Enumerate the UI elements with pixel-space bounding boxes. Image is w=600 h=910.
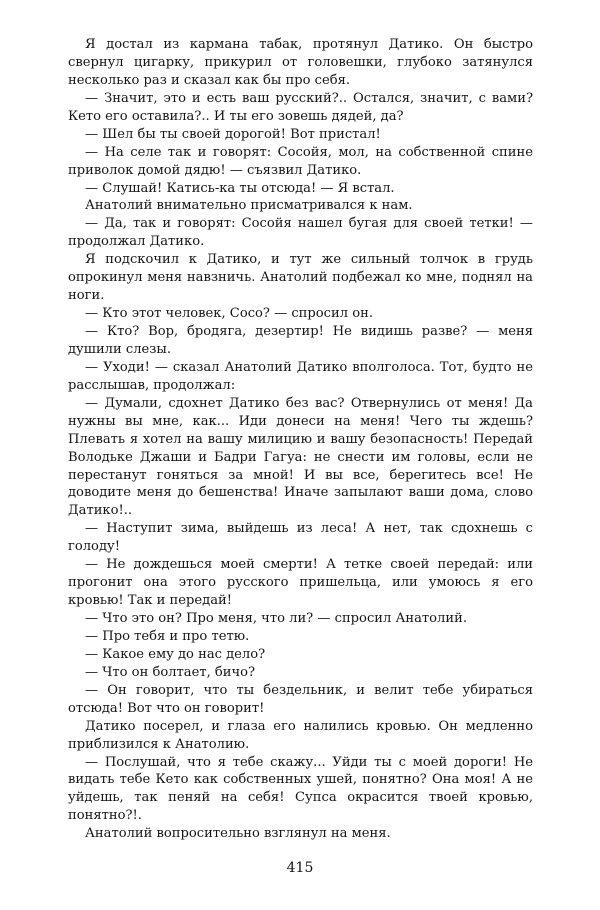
paragraph: Анатолий вопросительно взглянул на меня. [85,826,391,842]
paragraph: Анатолий внимательно присматривался к нам. [85,198,413,214]
paragraph: — Не дождешься моей смерти! А тетке своей передай: или прогонит она этого русского пришельца, или умоюсь я его кровью! Так и передай! [68,557,533,609]
paragraph: Я подскочил к Датико, и тут же сильный толчок в грудь опрокинул меня навзничь. Анатолий подбежал ко мне, поднял на ноги. [68,252,533,304]
paragraph: — Думали, сдохнет Датико без вас? Отвернулись от меня! Да нужны вы мне, как... Иди донеси на меня! Чего ты ждешь? Плевать я хотел на вашу милицию и вашу безопасность! Передай Володьке Джаши и Бадри Гагуа: не снести им головы, если не перестанут гоняться за мной! И вы все, берегитесь все! Не доводите меня до бешенства! Иначе запылают ваши дома, слово Датико!.. [68,395,533,519]
paragraph: Датико посерел, и глаза его налились кровью. Он медленно приблизился к Анатолию. [68,718,533,752]
page-number: 415 [286,860,314,876]
paragraph: — Значит, это и есть ваш русский?.. Остался, значит, с вами? Кето его оставила?.. И ты его зовешь дядей, да? [68,90,533,124]
paragraph: Я достал из кармана табак, протянул Датико. Он быстро свернул цигарку, прикурил от головешки, глубоко затянулся несколько раз и сказал как бы про себя. [68,37,533,88]
page-text [68,36,533,843]
paragraph: — Про тебя и про тетю. [85,628,250,644]
paragraph: — Он говорит, что ты бездельник, и велит тебе убираться отсюда! Вот что он говорит! [68,682,533,716]
paragraph: — Послушай, что я тебе скажу... Уйди ты с моей дороги! Не видать тебе Кето как собственных ушей, понятно? Она моя! А не уйдешь, так пеняй на себя! Супса окрасится твоей кровью, понятно?!. [68,754,533,824]
paragraph: — Какое ему до нас дело? [85,646,266,662]
paragraph: — Наступит зима, выйдешь из леса! А нет, так сдохнешь с голоду! [68,521,533,555]
paragraph: — На селе так и говорят: Сосойя, мол, на собственной спине приволок домой дядю! — съязвил Датико. [68,144,533,178]
paragraph: — Да, так и говорят: Сосойя нашел бугая для своей тетки! — продолжал Датико. [68,216,533,250]
paragraph: — Уходи! — сказал Анатолий Датико вполголоса. Тот, будто не расслышав, продолжал: [68,359,533,393]
paragraph: — Шел бы ты своей дорогой! Вот пристал! [85,126,381,142]
paragraph: — Что он болтает, бичо? [85,664,256,680]
paragraph: — Кто? Вор, бродяга, дезертир! Не видишь разве? — меня душили слезы. [68,324,533,357]
paragraph: — Что это он? Про меня, что ли? — спросил Анатолий. [85,611,467,626]
paragraph: — Кто этот человек, Сосо? — спросил он. [85,306,373,322]
paragraph: — Слушай! Катись-ка ты отсюда! — Я встал. [85,180,395,196]
